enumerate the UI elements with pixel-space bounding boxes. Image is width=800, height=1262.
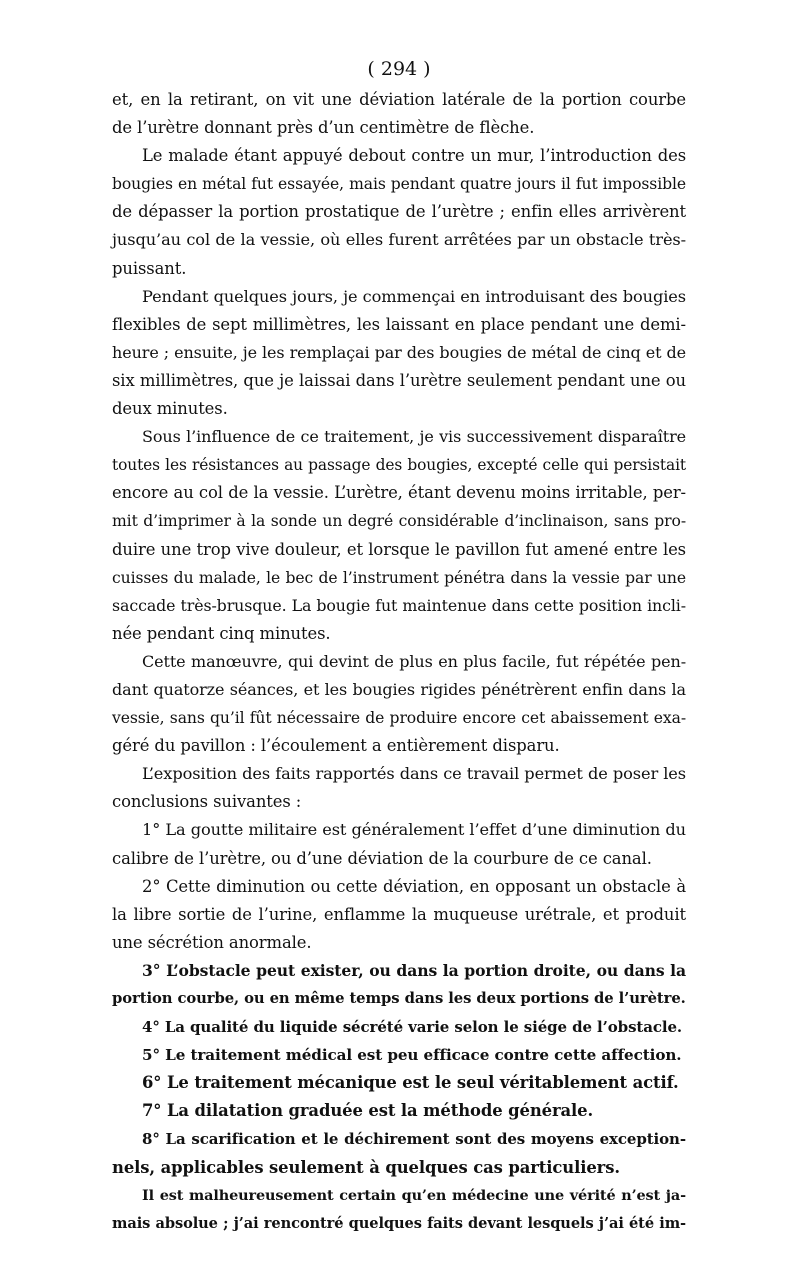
text-line: conclusions suivantes :: [112, 792, 302, 812]
text-line: vessie, sans qu’il fût nécessaire de produire encore cet abaissement exa-: [112, 709, 686, 728]
text-line: dant quatorze séances, et les bougies rigides pénétrèrent enfin dans la: [112, 679, 686, 699]
text-line: Il est malheureusement certain qu’en médecine une vérité n’est ja-: [142, 1186, 686, 1204]
text-line: 4° La qualité du liquide sécrété varie selon le siége de l’obstacle.: [142, 1018, 683, 1037]
text-line: mit d’imprimer à la sonde un degré considérable d’inclinaison, sans pro-: [112, 512, 686, 531]
text-line: portion courbe, ou en même temps dans les deux portions de l’urètre.: [112, 990, 686, 1007]
text-line: de dépasser la portion prostatique de l’urètre ; enfin elles arrivèrent: [112, 202, 686, 222]
text-line: calibre de l’urètre, ou d’une déviation de la courbure de ce canal.: [112, 848, 652, 868]
text-line: née pendant cinq minutes.: [112, 623, 331, 643]
text-line: 1° La goutte militaire est généralement l’effet d’une diminution du: [142, 820, 686, 840]
text-line: saccade très-brusque. La bougie fut maintenue dans cette position incli-: [112, 595, 686, 615]
text-line: heure ; ensuite, je les remplaçai par des bougies de métal de cinq et de: [112, 342, 686, 362]
text-line: 3° L’obstacle peut exister, ou dans la portion droite, ou dans la: [142, 960, 686, 980]
text-line: mais absolue ; j’ai rencontré quelques faits devant lesquels j’ai été im-: [112, 1214, 686, 1232]
text-line: flexibles de sept millimètres, les laissant en place pendant une demi-: [112, 314, 686, 334]
text-line: 5° Le traitement médical est peu efficace contre cette affection.: [142, 1046, 682, 1065]
text-line: jusqu’au col de la vessie, où elles furent arrêtées par un obstacle très-: [112, 230, 686, 250]
text-line: six millimètres, que je laissai dans l’urètre seulement pendant une ou: [112, 370, 686, 390]
text-line: Le malade étant appuyé debout contre un mur, l’introduction des: [142, 146, 686, 166]
text-line: duire une trop vive douleur, et lorsque le pavillon fut amené entre les: [112, 539, 686, 559]
text-line: Cette manœuvre, qui devint de plus en plus facile, fut répétée pen-: [142, 651, 686, 671]
text-line: puissant.: [112, 258, 187, 278]
text-line: Sous l’influence de ce traitement, je vis successivement disparaître: [142, 427, 686, 447]
text-line: la libre sortie de l’urine, enflamme la muqueuse urétrale, et produit: [112, 904, 686, 924]
text-line: géré du pavillon : l’écoulement a entièrement disparu.: [112, 736, 560, 756]
text-line: nels, applicables seulement à quelques cas particuliers.: [112, 1157, 620, 1177]
text-line: 8° La scarification et le déchirement sont des moyens exception-: [142, 1130, 686, 1149]
text-line: L’exposition des faits rapportés dans ce travail permet de poser les: [142, 764, 686, 784]
text-line: 6° Le traitement mécanique est le seul véritablement actif.: [142, 1073, 679, 1093]
page-number: ( 294 ): [367, 58, 431, 80]
text-line: et, en la retirant, on vit une déviation latérale de la portion courbe: [112, 90, 686, 109]
text-line: Pendant quelques jours, je commençai en introduisant des bougies: [142, 286, 686, 306]
text-line: toutes les résistances au passage des bougies, excepté celle qui persistait: [112, 456, 686, 475]
text-line: 2° Cette diminution ou cette déviation, en opposant un obstacle à: [142, 876, 686, 896]
text-line: de l’urètre donnant près d’un centimètre de flèche.: [112, 118, 535, 138]
body-text: [112, 86, 686, 1238]
text-line: encore au col de la vessie. L’urètre, étant devenu moins irritable, per-: [112, 483, 686, 503]
text-line: une sécrétion anormale.: [112, 932, 312, 952]
text-line: bougies en métal fut essayée, mais pendant quatre jours il fut impossible: [112, 175, 686, 194]
document-page: [112, 56, 686, 1238]
text-line: cuisses du malade, le bec de l’instrument pénétra dans la vessie par une: [112, 568, 686, 587]
text-line: deux minutes.: [112, 399, 228, 419]
text-line: 7° La dilatation graduée est la méthode générale.: [142, 1101, 594, 1121]
